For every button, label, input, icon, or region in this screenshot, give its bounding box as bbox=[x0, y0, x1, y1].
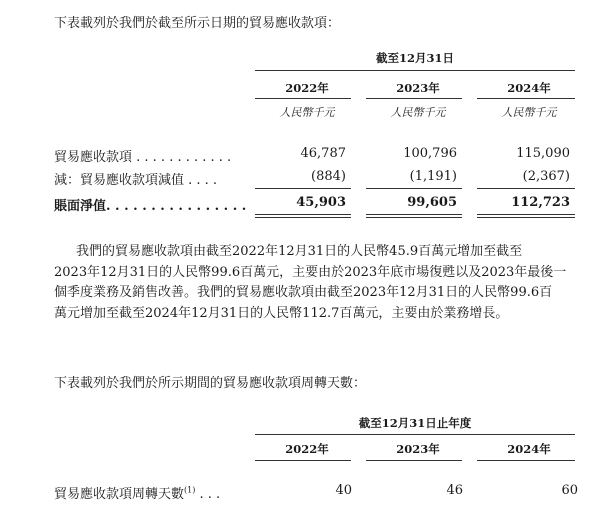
table1-row-label: 減：貿易應收款項減值 . . . . bbox=[54, 173, 218, 188]
table2-year-2022: 2022年 bbox=[285, 442, 329, 456]
table1-year-rule-2022 bbox=[255, 98, 351, 99]
table1-unit-2022: 人民幣千元 bbox=[279, 106, 335, 119]
table2-year-2024: 2024年 bbox=[507, 442, 551, 456]
table2-cell: 46 bbox=[446, 483, 463, 498]
subtotal-rule-2024 bbox=[477, 188, 575, 189]
table2-header-rule bbox=[255, 434, 575, 435]
table1-row-label: 貿易應收款項 . . . . . . . . . . . . bbox=[54, 150, 232, 165]
table1-year-2024: 2024年 bbox=[507, 81, 551, 95]
turnover-days-label: 貿易應收款項周轉天數 bbox=[54, 487, 185, 502]
table1-cell: (884) bbox=[311, 169, 346, 184]
table1-total-cell: 99,605 bbox=[407, 195, 457, 210]
paragraph-line: 萬元增加至截至2024年12月31日的人民幣112.7百萬元，主要由於業務增長。 bbox=[54, 305, 509, 321]
subtotal-rule-2022 bbox=[255, 188, 351, 189]
table1-total-label: 賬面淨值. . . . . . . . . . . . . . . . bbox=[54, 199, 247, 214]
table2-period-header: 截至12月31日止年度 bbox=[358, 416, 472, 430]
total-rule-b-2022 bbox=[255, 217, 351, 218]
analysis-paragraph bbox=[54, 242, 594, 324]
table2-year-rule-2024 bbox=[477, 460, 575, 461]
total-rule-b-2024 bbox=[477, 217, 575, 218]
table1-total-cell: 45,903 bbox=[296, 195, 346, 210]
paragraph-line: 個季度業務及銷售改善。我們的貿易應收款項由截至2023年12月31日的人民幣99.6百 bbox=[54, 285, 553, 300]
table2-year-rule-2023 bbox=[366, 460, 462, 461]
table2-cell: 40 bbox=[335, 483, 352, 498]
subtotal-rule-2023 bbox=[366, 188, 462, 189]
table1-cell: (1,191) bbox=[409, 169, 457, 184]
total-rule-b-2023 bbox=[366, 217, 462, 218]
intro-text-1: 下表載列於我們於截至所示日期的貿易應收款項： bbox=[54, 16, 341, 31]
leader-dots: . . . bbox=[195, 487, 221, 502]
table1-unit-2023: 人民幣千元 bbox=[390, 106, 446, 119]
table1-unit-2024: 人民幣千元 bbox=[501, 106, 557, 119]
total-rule-a-2024 bbox=[477, 214, 575, 215]
table2-year-rule-2022 bbox=[255, 460, 351, 461]
footnote-marker: (1) bbox=[184, 485, 196, 495]
total-rule-a-2023 bbox=[366, 214, 462, 215]
total-rule-a-2022 bbox=[255, 214, 351, 215]
table1-year-rule-2024 bbox=[477, 98, 575, 99]
table2-year-2023: 2023年 bbox=[396, 442, 440, 456]
table1-year-2022: 2022年 bbox=[285, 81, 329, 95]
table1-cell: 46,787 bbox=[300, 146, 346, 161]
paragraph-line: 我們的貿易應收款項由截至2022年12月31日的人民幣45.9百萬元增加至截至 bbox=[76, 244, 523, 259]
table1-period-header: 截至12月31日 bbox=[375, 51, 454, 65]
table1-cell: 115,090 bbox=[516, 146, 570, 161]
paragraph-line: 2023年12月31日的人民幣99.6百萬元，主要由於2023年底市場復甦以及2023年最後一 bbox=[54, 264, 567, 280]
intro-text-2: 下表載列於我們於所示期間的貿易應收款項周轉天數： bbox=[54, 376, 367, 391]
table1-cell: 100,796 bbox=[403, 146, 457, 161]
table2-cell: 60 bbox=[561, 483, 578, 498]
table1-year-rule-2023 bbox=[366, 98, 462, 99]
table2-row-label bbox=[54, 483, 220, 502]
table1-total-cell: 112,723 bbox=[511, 195, 570, 210]
table1-header-rule bbox=[255, 70, 575, 71]
table1-cell: (2,367) bbox=[522, 169, 570, 184]
table1-year-2023: 2023年 bbox=[396, 81, 440, 95]
